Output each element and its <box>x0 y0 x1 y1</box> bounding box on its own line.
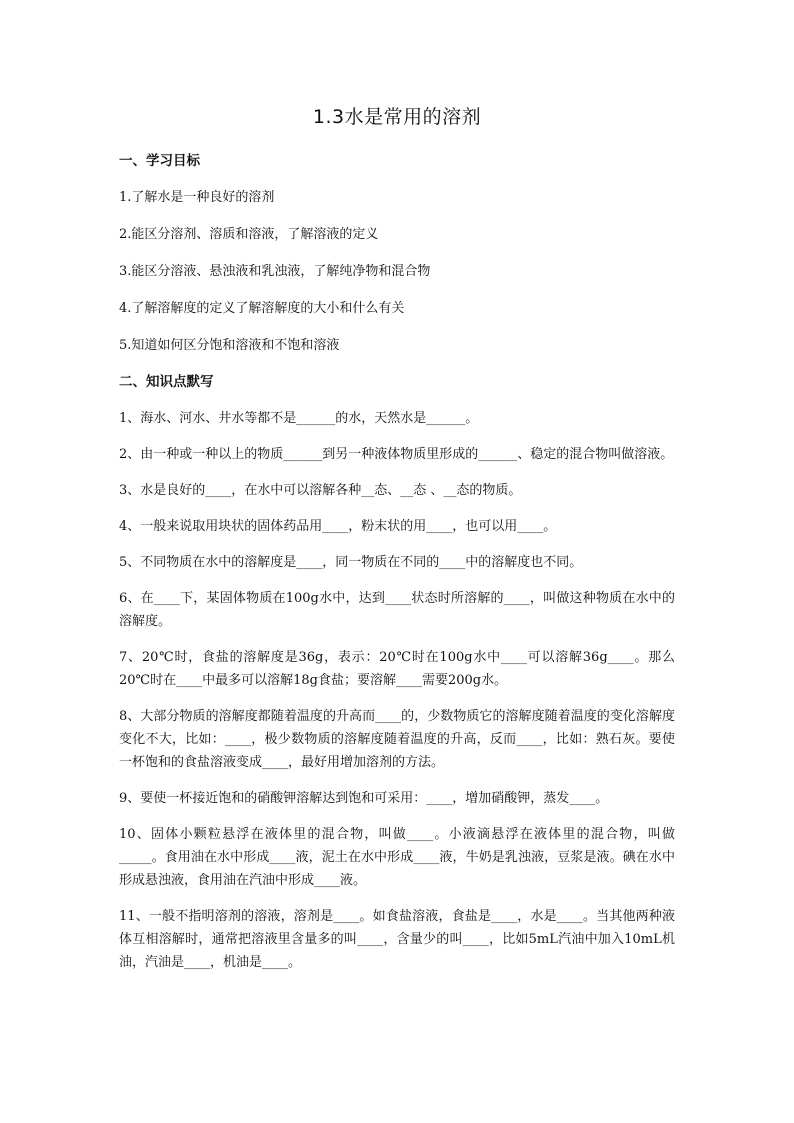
objective-item: 5.知道如何区分饱和溶液和不饱和溶液 <box>119 338 340 353</box>
objective-item: 1.了解水是一种良好的溶剂 <box>119 190 275 205</box>
question-item: 6、在____下，某固体物质在100g水中，达到____状态时所溶解的____，叫做这种物质在水中的溶解度。 <box>119 591 675 629</box>
question-item: 5、不同物质在水中的溶解度是____，同一物质在不同的____中的溶解度也不同。 <box>119 555 583 570</box>
question-item: 10、固体小颗粒悬浮在液体里的混合物，叫做____。小液滴悬浮在液体里的混合物，叫做_____。食用油在水中形成____液，泥土在水中形成____液，牛奶是乳浊液，豆浆是液。碘在水中形成悬浊液，食用油在汽油中形成____液。 <box>119 827 675 888</box>
section-heading-objectives: 一、学习目标 <box>119 153 200 169</box>
question-item: 4、一般来说取用块状的固体药品用____，粉末状的用____，也可以用____。 <box>119 519 557 534</box>
question-item: 11、一般不指明溶剂的溶液，溶剂是____。如食盐溶液，食盐是____，水是____。当其他两种液体互相溶解时，通常把溶液里含量多的叫____，含量少的叫____，比如5mL汽油中加入10mL机油，汽油是____，机油是____。 <box>119 909 675 970</box>
question-item: 2、由一种或一种以上的物质______到另一种液体物质里形成的______、稳定的混合物叫做溶液。 <box>119 447 674 462</box>
question-item: 3、水是良好的____，在水中可以溶解各种__态、__态 、__态的物质。 <box>119 483 522 498</box>
objective-item: 3.能区分溶液、悬浊液和乳浊液，了解纯净物和混合物 <box>119 264 431 279</box>
objective-item: 2.能区分溶剂、溶质和溶液，了解溶液的定义 <box>119 227 379 242</box>
objective-item: 4.了解溶解度的定义了解溶解度的大小和什么有关 <box>119 301 405 316</box>
page-title: 1.3水是常用的溶剂 <box>312 106 482 128</box>
question-item: 8、大部分物质的溶解度都随着温度的升高而____的，少数物质它的溶解度随着温度的变化溶解度变化不大，比如：____，极少数物质的溶解度随着温度的升高，反而____，比如：熟石灰。要使一杯饱和的食盐溶液变成____，最好用增加溶剂的方法。 <box>119 709 675 770</box>
worksheet-content <box>119 150 675 987</box>
question-item: 1、海水、河水、井水等都不是______的水，天然水是______。 <box>119 411 479 426</box>
question-item: 9、要使一杯接近饱和的硝酸钾溶解达到饱和可采用：____，增加硝酸钾，蒸发____。 <box>119 791 609 806</box>
question-item: 7、20℃时，食盐的溶解度是36g，表示：20℃时在100g水中____可以溶解36g____。那么20℃时在____中最多可以溶解18g食盐；要溶解____需要200g水。 <box>119 650 675 688</box>
section-heading-knowledge: 二、知识点默写 <box>119 374 214 390</box>
